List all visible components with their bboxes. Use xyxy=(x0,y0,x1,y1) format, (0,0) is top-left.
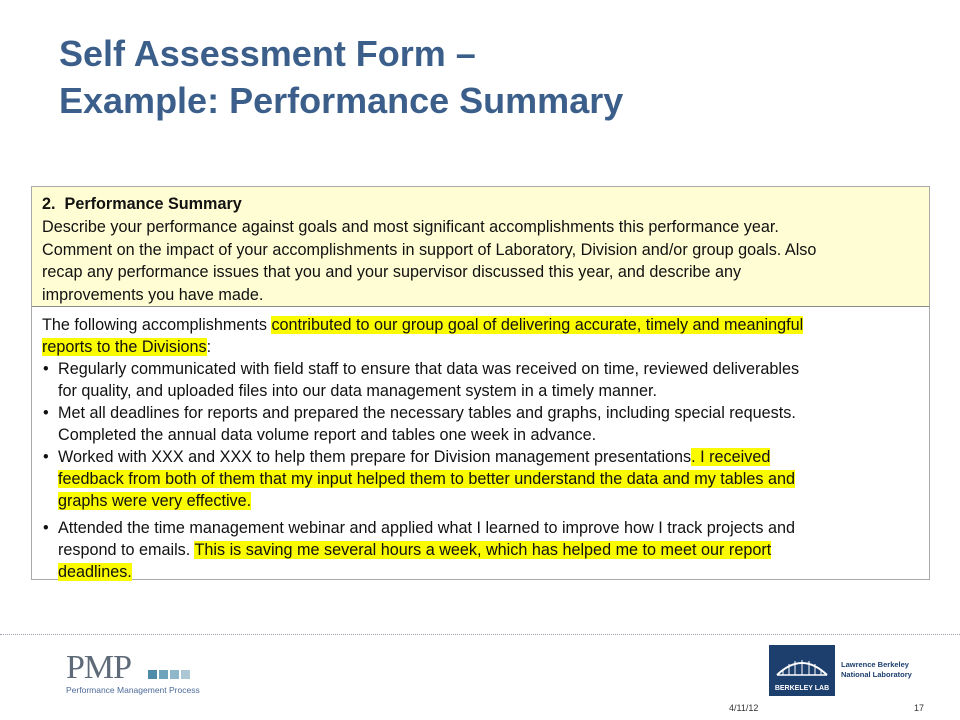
highlighted-text: graphs were very effective. xyxy=(58,492,252,510)
item-line: Met all deadlines for reports and prepared the necessary tables and graphs, including special requests. xyxy=(58,404,796,422)
item-text: respond to emails. xyxy=(58,541,195,559)
pmp-tagline: Performance Management Process xyxy=(66,685,200,695)
bullet-icon: • xyxy=(43,360,49,378)
instruction-line: Describe your performance against goals and most significant accomplishments this performance year. xyxy=(42,218,779,236)
lab-name: Lawrence Berkeley National Laboratory xyxy=(841,660,912,679)
item-line xyxy=(58,539,921,561)
accomplishment-item xyxy=(42,402,921,446)
bullet-icon: • xyxy=(43,519,49,537)
berkeley-lab-mark: BERKELEY LAB xyxy=(774,685,830,692)
intro-line-2 xyxy=(42,336,921,358)
section-heading xyxy=(42,194,921,214)
page-number: 17 xyxy=(914,703,925,713)
item-line xyxy=(58,446,921,468)
accomplishment-item xyxy=(42,446,921,512)
title-line-2: Example: Performance Summary xyxy=(59,80,624,121)
intro-text: : xyxy=(206,338,212,356)
highlighted-text: feedback from both of them that my input helped them to better understand the data and my tables and xyxy=(58,470,795,488)
item-line xyxy=(58,490,921,512)
slide-title xyxy=(59,30,939,124)
highlighted-text: This is saving me several hours a week, which has helped me to meet our report xyxy=(194,541,772,559)
pmp-logo-text: PMP xyxy=(66,649,132,686)
title-line-1: Self Assessment Form – xyxy=(59,33,476,74)
bullet-icon: • xyxy=(43,448,49,466)
item-line: Completed the annual data volume report and tables one week in advance. xyxy=(58,426,597,444)
section-number: 2. xyxy=(42,195,56,213)
accomplishment-item xyxy=(42,517,921,583)
performance-summary-form xyxy=(31,186,930,580)
footer-divider xyxy=(0,634,960,635)
intro-text: The following accomplishments xyxy=(42,316,272,334)
item-text: Worked with XXX and XXX to help them prepare for Division management presentations xyxy=(58,448,692,466)
instruction-line: recap any performance issues that you and your supervisor discussed this year, and describe any xyxy=(42,263,742,282)
item-line: Regularly communicated with field staff to ensure that data was received on time, reviewed deliverables xyxy=(58,360,800,378)
highlighted-text: . I received xyxy=(691,448,771,466)
highlighted-text: contributed to our group goal of delivering accurate, timely and meaningful xyxy=(271,316,804,334)
item-line: for quality, and uploaded files into our data management system in a timely manner. xyxy=(58,382,657,400)
berkeley-lab-emblem xyxy=(769,645,835,696)
instruction-line: Comment on the impact of your accomplishments in support of Laboratory, Division and/or group goals. Also xyxy=(42,240,817,259)
section-title: Performance Summary xyxy=(64,195,242,213)
item-line xyxy=(58,561,921,583)
form-response xyxy=(32,307,929,583)
form-header xyxy=(32,187,929,307)
dome-icon xyxy=(769,645,835,685)
berkeley-lab-logo xyxy=(769,645,919,697)
item-line: Attended the time management webinar and applied what I learned to improve how I track projects and xyxy=(58,519,795,537)
pmp-logo xyxy=(66,649,200,698)
highlighted-text: reports to the Divisions xyxy=(42,338,207,356)
instruction-line: improvements you have made. xyxy=(42,285,264,304)
slide-date: 4/11/12 xyxy=(729,703,759,713)
accomplishment-item xyxy=(42,358,921,402)
bullet-icon: • xyxy=(43,404,49,422)
highlighted-text: deadlines. xyxy=(58,563,132,581)
item-line xyxy=(58,468,921,490)
intro-line-1 xyxy=(42,314,921,336)
